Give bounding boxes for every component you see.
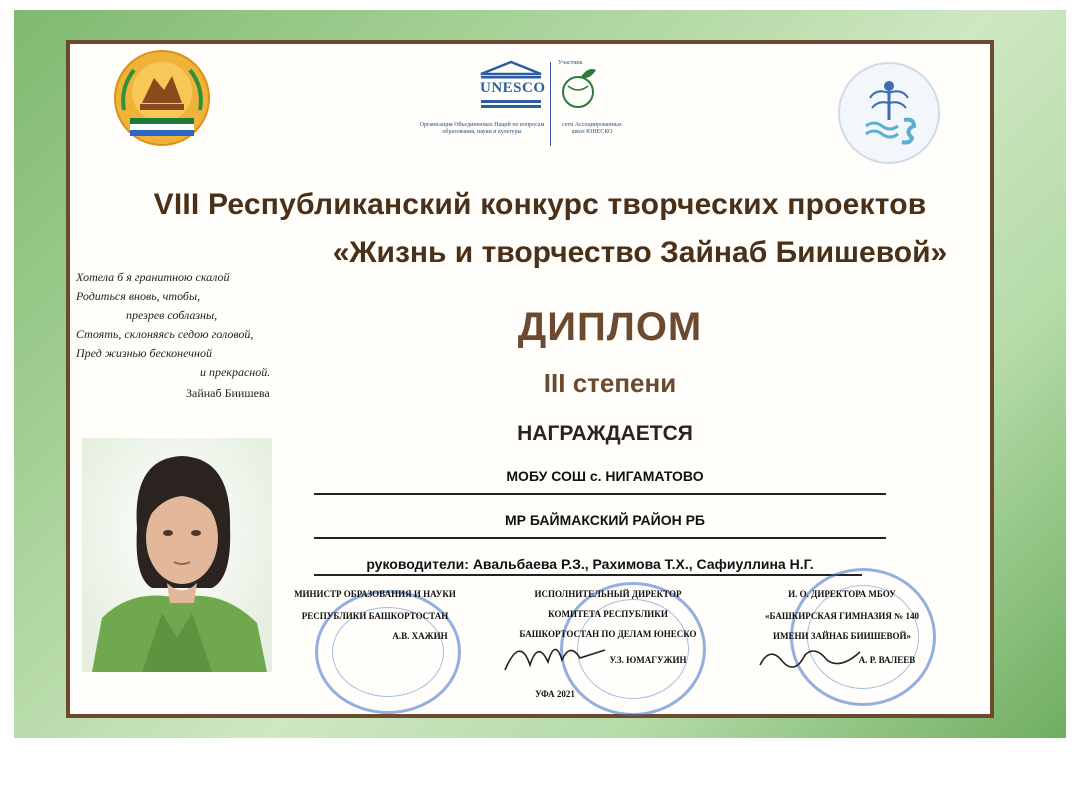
signature-title: РЕСПУБЛИКИ БАШКОРТОСТАН bbox=[301, 611, 449, 621]
unesco-caption-left: Организация Объединенных Наций по вопросам образования, науки и культуры bbox=[419, 122, 545, 135]
signature-title: БАШКОРТОСТАН ПО ДЕЛАМ ЮНЕСКО bbox=[519, 629, 697, 639]
signature-title: КОМИТЕТА РЕСПУБЛИКИ bbox=[548, 609, 668, 619]
underline-2 bbox=[314, 537, 886, 539]
awarded-label: НАГРАЖДАЕТСЯ bbox=[517, 422, 693, 445]
gymnasium-logo-icon bbox=[834, 58, 944, 168]
poem-line: Пред жизнью бесконечной bbox=[76, 346, 212, 360]
contest-title: VIII Республиканский конкурс творческих проектов bbox=[153, 188, 927, 221]
unesco-participant: Участник bbox=[558, 60, 583, 66]
poem-author: Зайнаб Биишева bbox=[186, 386, 270, 400]
signature-title: ИМЕНИ ЗАЙНАБ БИИШЕВОЙ» bbox=[772, 631, 912, 641]
director-signature-icon bbox=[500, 630, 610, 680]
unesco-caption-right: сети Ассоциированных школ ЮНЕСКО bbox=[562, 122, 622, 135]
bashkortostan-emblem-icon bbox=[112, 48, 212, 148]
signature-title: «БАШКИРСКАЯ ГИМНАЗИЯ № 140 bbox=[765, 611, 919, 621]
signature-title: ИСПОЛНИТЕЛЬНЫЙ ДИРЕКТОР bbox=[534, 589, 682, 599]
poem bbox=[76, 268, 316, 382]
poem-line: презрев соблазны, bbox=[126, 308, 218, 322]
globe-leaf-icon bbox=[558, 66, 598, 110]
gymnasium-signature-icon bbox=[755, 640, 865, 680]
unesco-divider bbox=[550, 62, 551, 146]
leaders-line: руководители: Авальбаева Р.З., Рахимова Т.Х., Сафиуллина Н.Г. bbox=[366, 556, 814, 572]
signature-title: МИНИСТР ОБРАЗОВАНИЯ И НАУКИ bbox=[294, 589, 456, 599]
recipient-line-1: МОБУ СОШ с. НИГАМАТОВО bbox=[506, 468, 704, 484]
recipient-line-2: МР БАЙМАКСКИЙ РАЙОН РБ bbox=[505, 512, 705, 528]
signature-name: У.З. ЮМАГУЖИН bbox=[609, 655, 687, 665]
unesco-logo bbox=[418, 60, 628, 150]
poem-line: Родиться вновь, чтобы, bbox=[76, 289, 201, 303]
poem-line: и прекрасной. bbox=[200, 365, 271, 379]
poem-line: Стоять, склоняясь седою головой, bbox=[76, 327, 254, 341]
portrait-image bbox=[82, 438, 272, 672]
signature-title: И. О. ДИРЕКТОРА МБОУ bbox=[788, 589, 896, 599]
poem-line: Хотела б я гранитною скалой bbox=[76, 270, 230, 284]
underline-1 bbox=[314, 493, 886, 495]
signature-block-minister bbox=[270, 588, 480, 642]
city-year: УФА 2021 bbox=[535, 689, 575, 699]
contest-subtitle: «Жизнь и творчество Зайнаб Биишевой» bbox=[332, 236, 948, 269]
underline-3 bbox=[314, 574, 862, 576]
signature-name: А. Р. ВАЛЕЕВ bbox=[858, 655, 916, 665]
unesco-logo-text: UNESCO bbox=[480, 80, 546, 96]
diploma-degree: III степени bbox=[543, 368, 677, 398]
signature-name: А.В. ХАЖИН bbox=[392, 631, 448, 641]
diploma-heading: ДИПЛОМ bbox=[517, 305, 703, 349]
